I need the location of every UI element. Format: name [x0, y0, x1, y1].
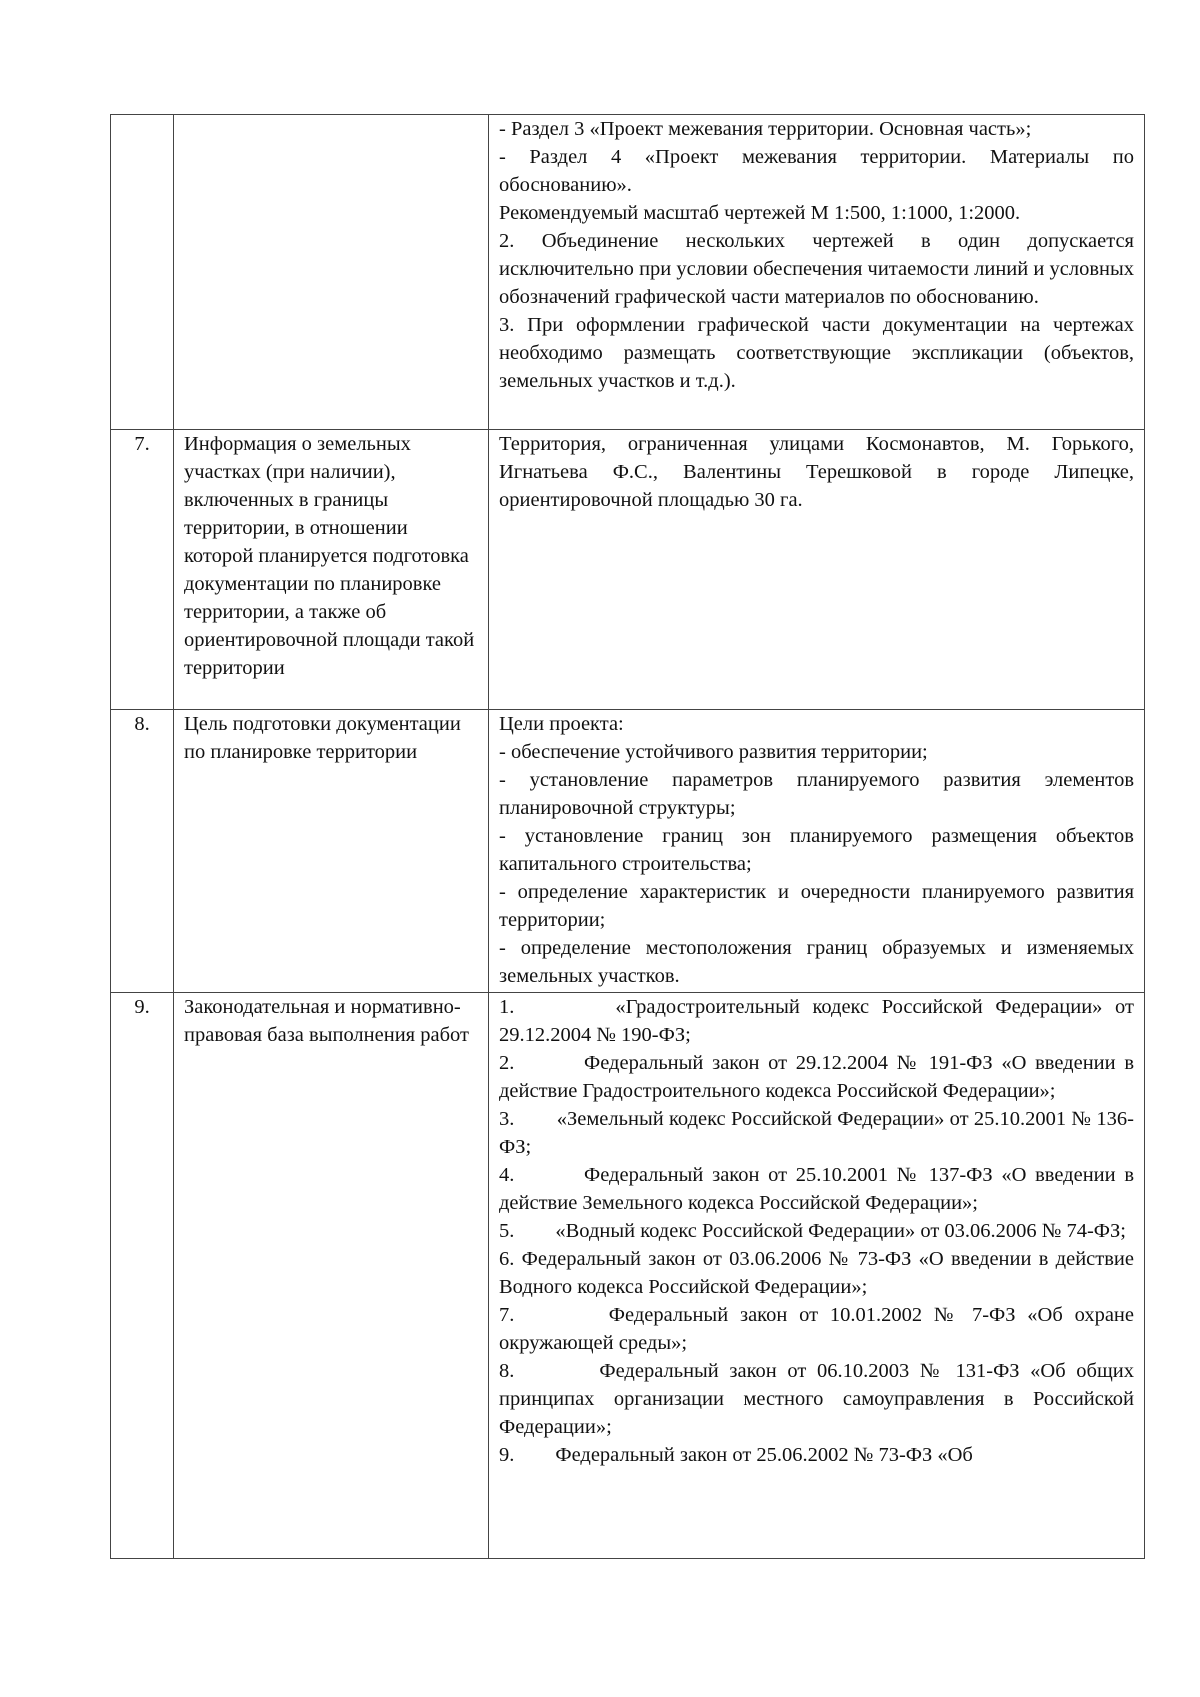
law-item: 4. Федеральный закон от 25.10.2001 № 137-ФЗ «О введении в действие Земельного кодекса Российской Федерации»;	[499, 1164, 1134, 1214]
row-number: 9.	[111, 993, 174, 1559]
law-item: 2. Федеральный закон от 29.12.2004 № 191-ФЗ «О введении в действие Градостроительного кодекса Российской Федерации»;	[499, 1052, 1134, 1102]
paragraph: 2. Объединение нескольких чертежей в один допускается исключительно при условии обеспечения читаемости линий и условных обозначений графической части материалов по обоснованию.	[499, 230, 1134, 308]
law-item: 9. Федеральный закон от 25.06.2002 № 73-ФЗ «Об	[499, 1444, 973, 1466]
row-number	[111, 115, 174, 430]
law-item: 5. «Водный кодекс Российской Федерации» от 03.06.2006 № 74-ФЗ;	[499, 1220, 1126, 1242]
paragraph: - Раздел 4 «Проект межевания территории. Материалы по обоснованию».	[499, 146, 1134, 196]
paragraph: Рекомендуемый масштаб чертежей М 1:500, 1:1000, 1:2000.	[499, 202, 1021, 224]
paragraph: - определение характеристик и очередности планируемого развития территории;	[499, 881, 1134, 931]
paragraph: Цели проекта:	[499, 713, 624, 735]
row-content	[489, 430, 1145, 710]
law-item: 1. «Градостроительный кодекс Российской Федерации» от 29.12.2004 № 190-ФЗ;	[499, 996, 1134, 1046]
paragraph: - определение местоположения границ образуемых и изменяемых земельных участков.	[499, 937, 1134, 987]
row-content	[489, 115, 1145, 430]
row-content	[489, 710, 1145, 993]
paragraph: - обеспечение устойчивого развития территории;	[499, 741, 928, 763]
row-label	[174, 115, 489, 430]
row-content	[489, 993, 1145, 1559]
row-number: 7.	[111, 430, 174, 710]
paragraph: - Раздел 3 «Проект межевания территории. Основная часть»;	[499, 118, 1032, 140]
row-label: Информация о земельных участках (при наличии), включенных в границы территории, в отношении которой планируется подготовка документации по планировке территории, а также об ориентировочной площади такой территории	[174, 430, 489, 710]
paragraph: Территория, ограниченная улицами Космонавтов, М. Горького, Игнатьева Ф.С., Валентины Терешковой в городе Липецке, ориентировочной площадью 30 га.	[499, 433, 1134, 511]
table-row	[111, 430, 1145, 710]
document-table	[110, 114, 1145, 1559]
law-item: 7. Федеральный закон от 10.01.2002 № 7-ФЗ «Об охране окружающей среды»;	[499, 1304, 1134, 1354]
law-item: 3. «Земельный кодекс Российской Федерации» от 25.10.2001 № 136-ФЗ;	[499, 1108, 1134, 1158]
table-row	[111, 993, 1145, 1559]
table-row	[111, 115, 1145, 430]
law-item: 8. Федеральный закон от 06.10.2003 № 131-ФЗ «Об общих принципах организации местного самоуправления в Российской Федерации»;	[499, 1360, 1134, 1438]
row-label: Цель подготовки документации по планировке территории	[174, 710, 489, 993]
row-label: Законодательная и нормативно-правовая база выполнения работ	[174, 993, 489, 1559]
paragraph: - установление границ зон планируемого размещения объектов капитального строительства;	[499, 825, 1134, 875]
paragraph: - установление параметров планируемого развития элементов планировочной структуры;	[499, 769, 1134, 819]
law-item: 6. Федеральный закон от 03.06.2006 № 73-ФЗ «О введении в действие Водного кодекса Российской Федерации»;	[499, 1248, 1134, 1298]
paragraph: 3. При оформлении графической части документации на чертежах необходимо размещать соответствующие экспликации (объектов, земельных участков и т.д.).	[499, 314, 1134, 392]
row-number: 8.	[111, 710, 174, 993]
table-row	[111, 710, 1145, 993]
